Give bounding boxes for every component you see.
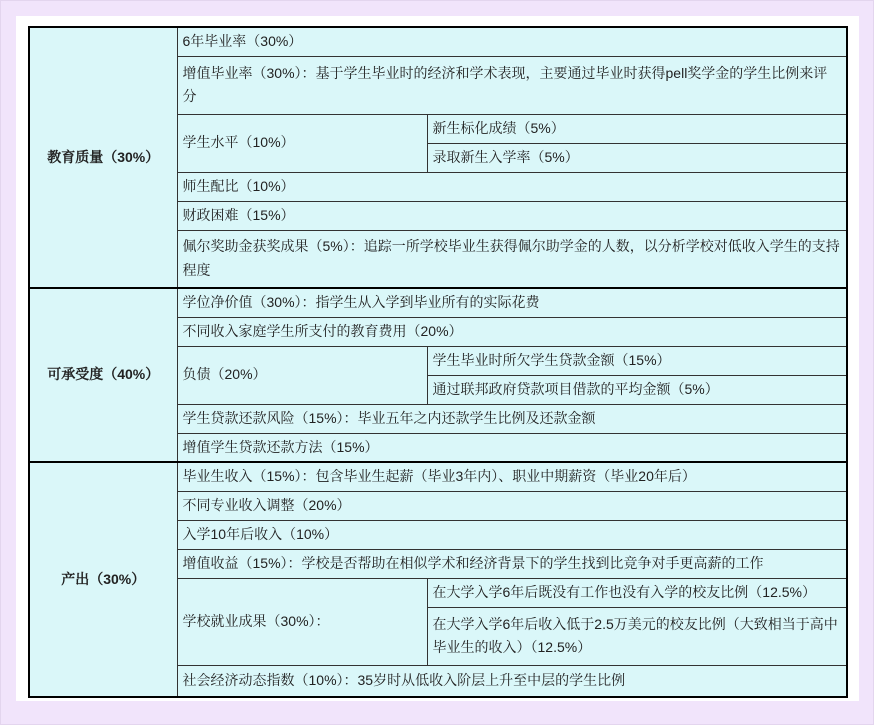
criterion-cell: 学校就业成果（30%）：: [177, 578, 427, 665]
sub-criterion-cell: 学生毕业时所欠学生贷款金额（15%）: [427, 346, 847, 375]
category-cell-education-quality: 教育质量（30%）: [29, 27, 177, 288]
category-cell-output: 产出（30%）: [29, 462, 177, 697]
criterion-cell: 不同专业收入调整（20%）: [177, 491, 847, 520]
criterion-cell: 入学10年后收入（10%）: [177, 520, 847, 549]
criterion-cell: 学生水平（10%）: [177, 114, 427, 172]
criterion-cell: 财政困难（15%）: [177, 201, 847, 230]
ranking-methodology-table: [28, 26, 848, 698]
table-row: [29, 27, 847, 56]
criterion-cell: 负债（20%）: [177, 346, 427, 404]
category-cell-affordability: 可承受度（40%）: [29, 288, 177, 462]
criterion-cell: 师生配比（10%）: [177, 172, 847, 201]
criterion-cell: 社会经济动态指数（10%）：35岁时从低收入阶层上升至中层的学生比例: [177, 665, 847, 697]
sub-criterion-cell: 录取新生入学率（5%）: [427, 143, 847, 172]
content-panel: [16, 16, 859, 701]
sub-criterion-cell: 新生标化成绩（5%）: [427, 114, 847, 143]
criterion-cell: 毕业生收入（15%）：包含毕业生起薪（毕业3年内）、职业中期薪资（毕业20年后）: [177, 462, 847, 491]
criterion-cell: 增值毕业率（30%）：基于学生毕业时的经济和学术表现，主要通过毕业时获得pell奖学金的学生比例来评分: [177, 56, 847, 114]
table-row: [29, 462, 847, 491]
criterion-cell: 佩尔奖助金获奖成果（5%）：追踪一所学校毕业生获得佩尔助学金的人数，以分析学校对低收入学生的支持程度: [177, 230, 847, 288]
criterion-cell: 增值收益（15%）：学校是否帮助在相似学术和经济背景下的学生找到比竞争对手更高薪的工作: [177, 549, 847, 578]
sub-criterion-cell: 在大学入学6年后收入低于2.5万美元的校友比例（大致相当于高中毕业生的收入）（12.5%）: [427, 607, 847, 665]
sub-criterion-cell: 通过联邦政府贷款项目借款的平均金额（5%）: [427, 375, 847, 404]
sub-criterion-cell: 在大学入学6年后既没有工作也没有入学的校友比例（12.5%）: [427, 578, 847, 607]
criterion-cell: 学生贷款还款风险（15%）：毕业五年之内还款学生比例及还款金额: [177, 404, 847, 433]
criterion-cell: 6年毕业率（30%）: [177, 27, 847, 56]
criterion-cell: 不同收入家庭学生所支付的教育费用（20%）: [177, 317, 847, 346]
criterion-cell: 增值学生贷款还款方法（15%）: [177, 433, 847, 462]
table-row: [29, 288, 847, 317]
criterion-cell: 学位净价值（30%）：指学生从入学到毕业所有的实际花费: [177, 288, 847, 317]
